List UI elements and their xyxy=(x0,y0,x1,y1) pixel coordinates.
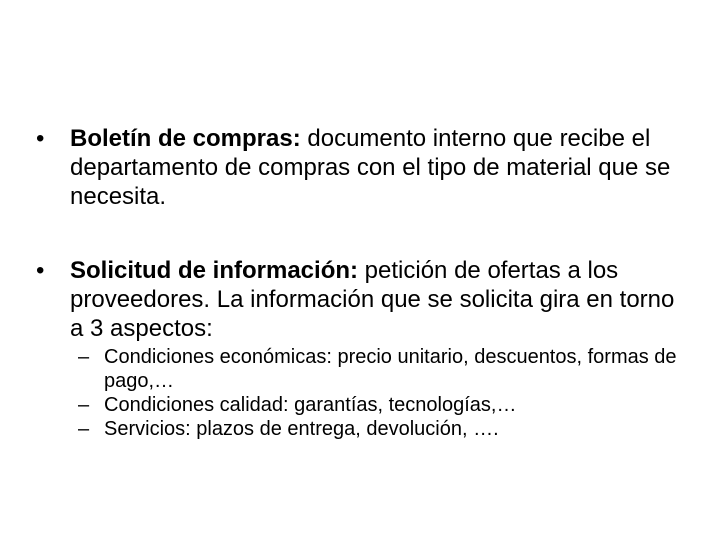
sub-item-marker: – xyxy=(78,394,90,416)
sub-item-condiciones-economicas xyxy=(78,345,698,393)
bullet-solicitud-de-informacion xyxy=(34,256,694,343)
bullet-text xyxy=(70,124,694,211)
sub-item-marker: – xyxy=(78,418,90,440)
sub-item-text: Condiciones económicas: precio unitario, descuentos, formas de pago,… xyxy=(104,346,677,392)
sub-item-text: Servicios: plazos de entrega, devolución, …. xyxy=(104,418,499,440)
sub-item-text: Condiciones calidad: garantías, tecnologías,… xyxy=(104,394,517,416)
bullet-description: petición de ofertas a los proveedores. La información que se solicita gira en torno a 3 aspectos: xyxy=(70,257,675,342)
sub-item-marker: – xyxy=(78,346,90,368)
sub-list-aspectos xyxy=(78,345,698,441)
bullet-row xyxy=(34,124,694,211)
bullet-marker: • xyxy=(36,257,45,284)
bullet-description: documento interno que recibe el departamento de compras con el tipo de material que se necesita. xyxy=(70,125,671,210)
bullet-row xyxy=(34,256,694,343)
bullet-marker: • xyxy=(36,125,45,152)
bullet-boletin-de-compras xyxy=(34,124,694,211)
bullet-term: Boletín de compras: xyxy=(70,125,301,152)
bullet-term: Solicitud de información: xyxy=(70,257,359,284)
sub-item-condiciones-calidad xyxy=(78,393,698,417)
bullet-text xyxy=(70,256,694,343)
sub-item-servicios xyxy=(78,417,698,441)
